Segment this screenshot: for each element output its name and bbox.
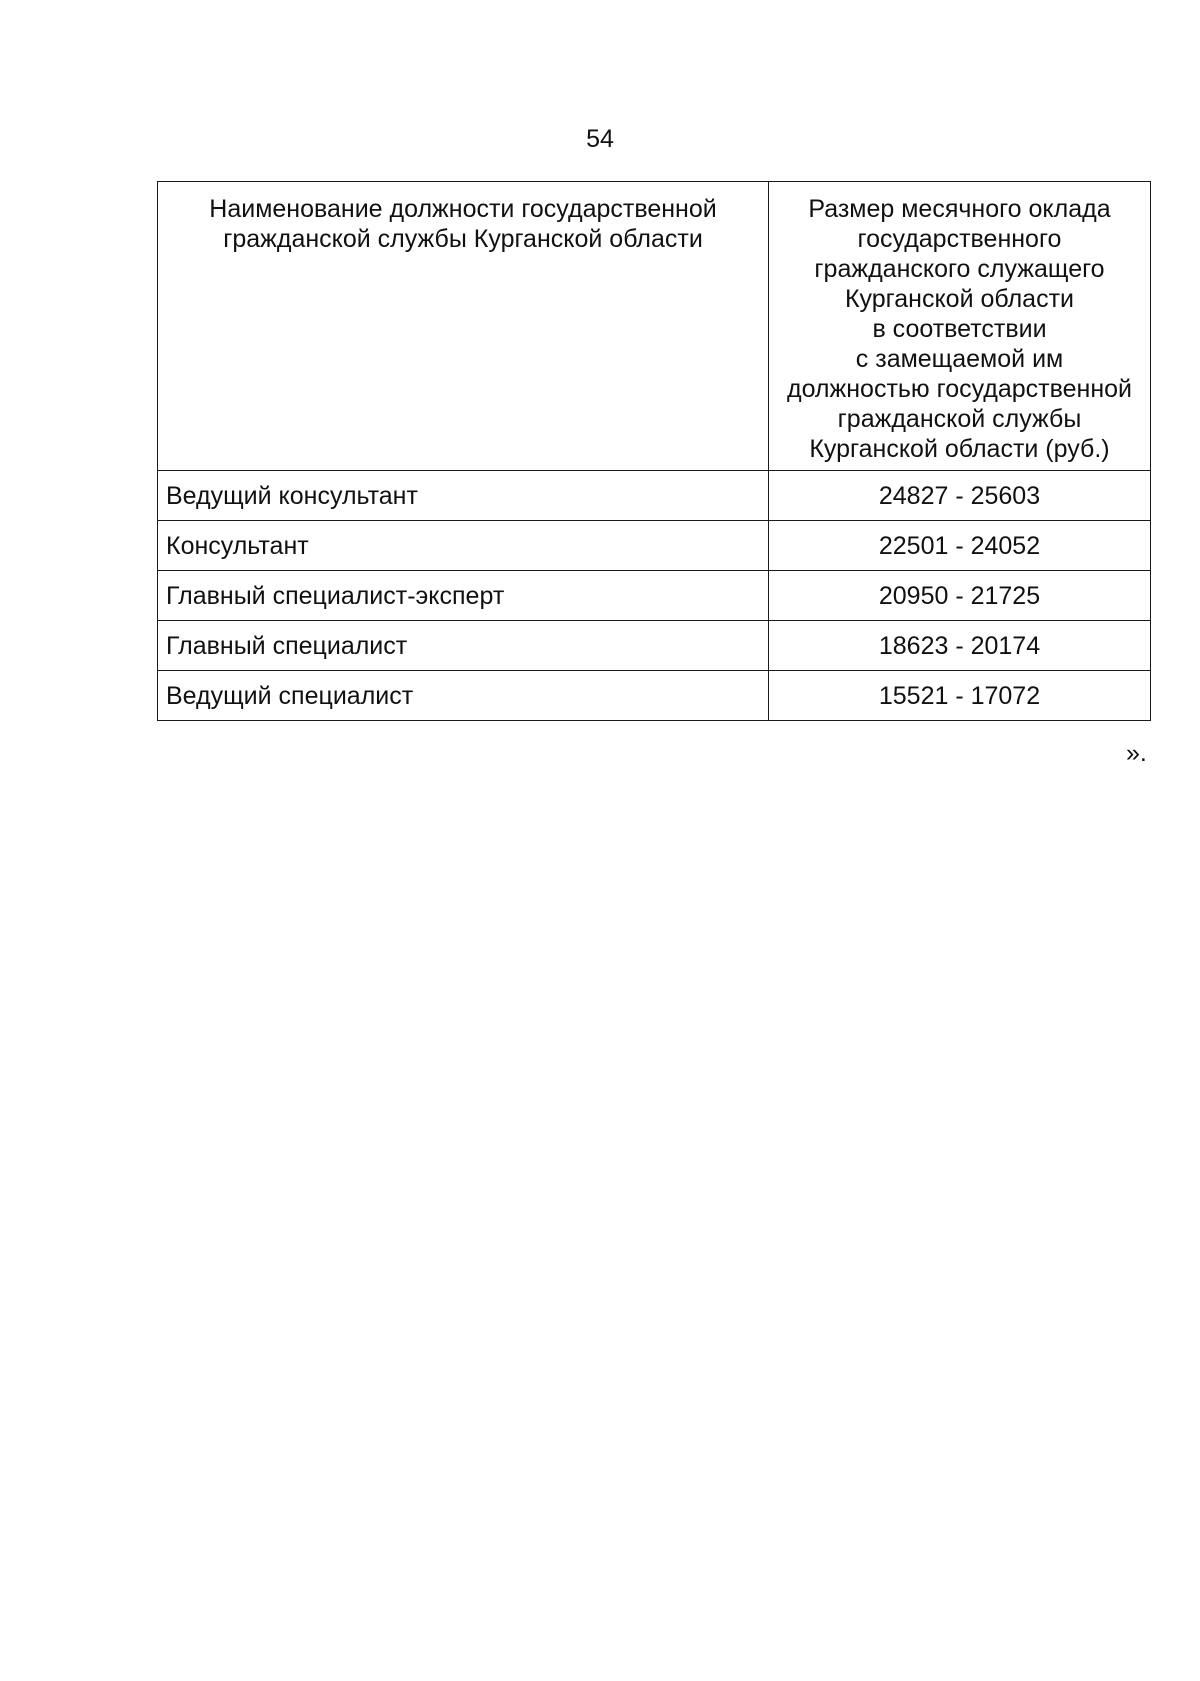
table-header-row xyxy=(158,182,1151,471)
cell-salary: 20950 - 21725 xyxy=(769,571,1151,621)
table-row xyxy=(158,571,1151,621)
salary-table xyxy=(157,181,1151,721)
cell-position: Главный специалист-эксперт xyxy=(158,571,769,621)
table-row xyxy=(158,671,1151,721)
header-position: Наименование должности государственной гражданской службы Курганской области xyxy=(158,182,769,471)
header-salary-line: в соответствии xyxy=(872,315,1047,343)
table-row xyxy=(158,621,1151,671)
cell-salary: 22501 - 24052 xyxy=(769,521,1151,571)
header-salary-line: гражданского служащего xyxy=(814,255,1105,283)
cell-salary: 15521 - 17072 xyxy=(769,671,1151,721)
header-salary-line: гражданской службы xyxy=(837,405,1082,433)
cell-position: Главный специалист xyxy=(158,621,769,671)
cell-position: Ведущий специалист xyxy=(158,671,769,721)
header-salary-line: государственного xyxy=(857,225,1062,253)
header-salary-line: Курганской области (руб.) xyxy=(809,435,1110,463)
header-salary xyxy=(769,182,1151,471)
header-salary-line: Курганской области xyxy=(844,285,1074,313)
page-number: 54 xyxy=(586,125,614,153)
cell-position: Ведущий консультант xyxy=(158,471,769,521)
header-salary-line: Размер месячного оклада xyxy=(808,195,1111,223)
table-row xyxy=(158,521,1151,571)
cell-position: Консультант xyxy=(158,521,769,571)
cell-salary: 24827 - 25603 xyxy=(769,471,1151,521)
table-row xyxy=(158,471,1151,521)
closing-quote-mark: ». xyxy=(1126,739,1147,767)
header-salary-line: с замещаемой им xyxy=(855,345,1064,373)
header-salary-line: должностью государственной xyxy=(786,375,1132,403)
cell-salary: 18623 - 20174 xyxy=(769,621,1151,671)
